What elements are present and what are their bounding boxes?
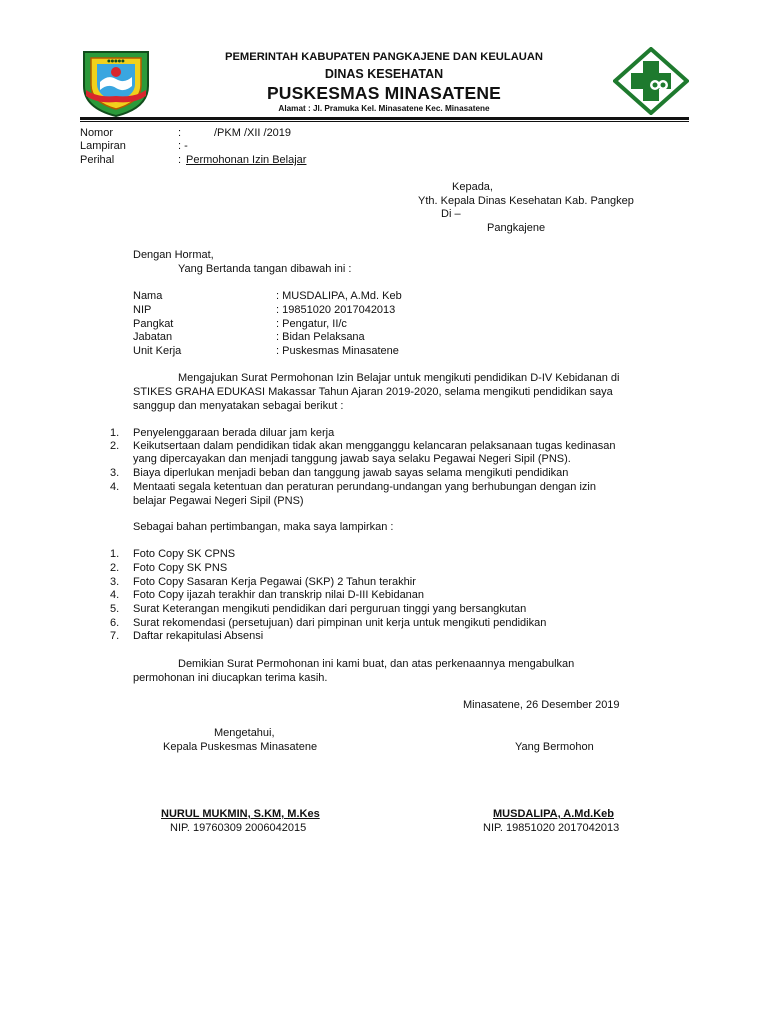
attachment-number: 3.	[110, 576, 120, 588]
attachment-number: 7.	[110, 630, 120, 642]
statement-text: Penyelenggaraan berada diluar jam kerja	[133, 427, 335, 439]
svg-text:●●●●●: ●●●●●	[107, 58, 125, 63]
attachments-intro: Sebagai bahan pertimbangan, maka saya lampirkan :	[133, 521, 394, 533]
attachment-number: 4.	[110, 589, 120, 601]
identity-label: Unit Kerja	[133, 345, 182, 357]
sign-left-heading: Mengetahui,	[214, 727, 275, 739]
statement-number: 4.	[110, 481, 120, 493]
statement-number: 2.	[110, 440, 120, 452]
recipient-yth: Yth. Kepala Dinas Kesehatan Kab. Pangkep	[418, 195, 634, 207]
identity-label: NIP	[133, 304, 152, 316]
greeting-intro: Yang Bertanda tangan dibawah ini :	[178, 263, 352, 275]
recipient-di: Di –	[441, 208, 461, 220]
identity-value: : MUSDALIPA, A.Md. Keb	[276, 290, 402, 302]
letterhead-address: Alamat : Jl. Pramuka Kel. Minasatene Kec. Minasatene	[278, 104, 490, 113]
letterhead-divider-thin	[80, 121, 689, 122]
regency-emblem-icon	[78, 46, 154, 118]
lampiran-value: : -	[178, 140, 188, 152]
nomor-separator: :	[178, 127, 182, 139]
body-paragraph-line: sanggup dan menyatakan sebagai berikut :	[133, 400, 344, 412]
date-place: Minasatene, 26 Desember 2019	[463, 699, 620, 711]
attachment-item: Surat Keterangan mengikuti pendidikan dari perguruan tinggi yang bersangkutan	[133, 603, 527, 615]
identity-label: Jabatan	[133, 331, 173, 343]
statement-text: Keikutsertaan dalam pendidikan tidak akan mengganggu kelancaran pelaksanaan tugas kedinasan	[133, 440, 616, 452]
attachment-item: Foto Copy ijazah terakhir dan transkrip nilai D-III Kebidanan	[133, 589, 425, 601]
attachment-number: 2.	[110, 562, 120, 574]
closing-line: permohonan ini diucapkan terima kasih.	[133, 672, 328, 684]
puskesmas-cross-icon	[613, 47, 689, 115]
letterhead-department: DINAS KESEHATAN	[324, 67, 444, 81]
sign-right-name: MUSDALIPA, A.Md.Keb	[493, 808, 614, 820]
sign-left-title: Kepala Puskesmas Minasatene	[163, 741, 318, 753]
greeting-line: Dengan Hormat,	[133, 249, 214, 261]
attachment-item: Foto Copy Sasaran Kerja Pegawai (SKP) 2 Tahun terakhir	[133, 576, 416, 588]
sign-left-nip: NIP. 19760309 2006042015	[170, 822, 307, 834]
body-paragraph-line: Mengajukan Surat Permohonan Izin Belajar untuk mengikuti pendidikan D-IV Kebidanan di	[178, 372, 620, 384]
statement-text: Mentaati segala ketentuan dan peraturan perundang-undangan yang berhubungan dengan izin	[133, 481, 596, 493]
sign-right-nip: NIP. 19851020 2017042013	[483, 822, 620, 834]
lampiran-label: Lampiran	[80, 140, 126, 152]
recipient-city: Pangkajene	[487, 222, 546, 234]
attachment-number: 5.	[110, 603, 120, 615]
sign-left-name: NURUL MUKMIN, S.KM, M.Kes	[161, 808, 320, 820]
attachment-item: Surat rekomendasi (persetujuan) dari pimpinan unit kerja untuk mengikuti pendidikan	[133, 617, 547, 629]
attachment-item: Foto Copy SK CPNS	[133, 548, 236, 560]
letterhead-government: PEMERINTAH KABUPATEN PANGKAJENE DAN KEULAUAN	[224, 51, 544, 63]
statement-number: 1.	[110, 427, 120, 439]
attachment-item: Foto Copy SK PNS	[133, 562, 228, 574]
recipient-kepada: Kepada,	[452, 181, 493, 193]
letterhead-institution: PUSKESMAS MINASATENE	[266, 83, 502, 103]
identity-value: : Pengatur, II/c	[276, 318, 347, 330]
attachment-number: 1.	[110, 548, 120, 560]
statement-text-continued: belajar Pegawai Negeri Sipil (PNS)	[133, 495, 304, 507]
statement-text-continued: yang dipercayakan dan menjadi tanggung jawab saya selaku Pegawai Negeri Sipil (PNS).	[133, 453, 571, 465]
identity-value: : 19851020 2017042013	[276, 304, 396, 316]
statement-number: 3.	[110, 467, 120, 479]
nomor-label: Nomor	[80, 127, 114, 139]
identity-label: Pangkat	[133, 318, 174, 330]
perihal-label: Perihal	[80, 154, 115, 166]
statement-text: Biaya diperlukan menjadi beban dan tanggung jawab sayas selama mengikuti pendidikan	[133, 467, 569, 479]
attachment-item: Daftar rekapitulasi Absensi	[133, 630, 264, 642]
closing-line: Demikian Surat Permohonan ini kami buat, dan atas perkenaannya mengabulkan	[178, 658, 575, 670]
attachment-number: 6.	[110, 617, 120, 629]
perihal-value: Permohonan Izin Belajar	[186, 154, 307, 166]
sign-right-title: Yang Bermohon	[515, 741, 594, 753]
perihal-separator: :	[178, 154, 182, 166]
identity-label: Nama	[133, 290, 163, 302]
body-paragraph-line: STIKES GRAHA EDUKASI Makassar Tahun Ajaran 2019-2020, selama mengikuti pendidikan saya	[133, 386, 613, 398]
letterhead-divider-thick	[80, 117, 689, 120]
identity-value: : Bidan Pelaksana	[276, 331, 365, 343]
identity-value: : Puskesmas Minasatene	[276, 345, 399, 357]
nomor-value: /PKM /XII /2019	[214, 127, 292, 139]
